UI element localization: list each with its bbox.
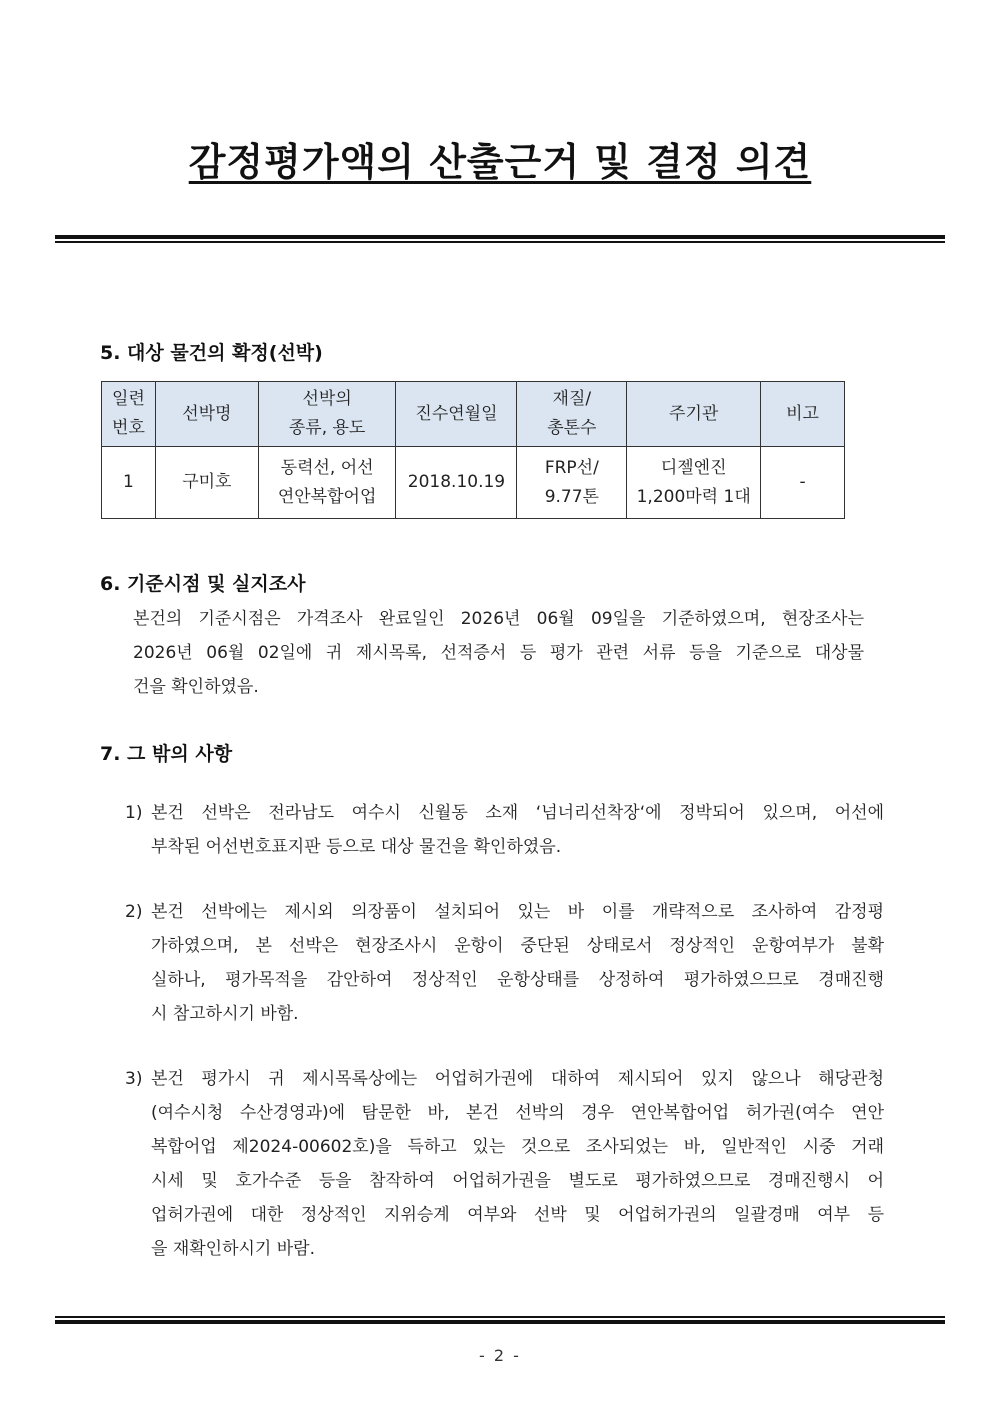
- top-double-rule: [55, 235, 945, 243]
- paragraph-line: 본건 선박은 전라남도 여수시 신월동 소재 ‘넘너리선착장‘에 정박되어 있으며, 어선에: [151, 803, 884, 823]
- ship-table: [101, 381, 845, 519]
- item-1-paragraph: [151, 796, 884, 864]
- section-7-heading: 7. 그 밖의 사항: [100, 743, 233, 765]
- paragraph-line: 부착된 어선번호표지판 등으로 대상 물건을 확인하였음.: [151, 837, 562, 857]
- page-title-text: 감정평가액의 산출근거 및 결정 의견: [188, 140, 812, 184]
- cell-launch-date: 2018.10.19: [396, 447, 517, 519]
- item-3-paragraph: [151, 1062, 884, 1266]
- header-ship-name: 선박명: [155, 382, 258, 447]
- paragraph-line: 실하나, 평가목적을 감안하여 정상적인 운항상태를 상정하여 평가하였으므로 경매진행: [151, 970, 884, 990]
- cell-serial-number: 1: [102, 447, 156, 519]
- paragraph-line: 본건 평가시 귀 제시목록상에는 어업허가권에 대하여 제시되어 있지 않으나 해당관청: [151, 1069, 884, 1089]
- cell-ship-type-use: 동력선, 어선 연안복합어업: [258, 447, 396, 519]
- paragraph-line: 업허가권에 대한 정상적인 지위승계 여부와 선박 및 어업허가권의 일괄경매 여부 등: [151, 1205, 884, 1225]
- page-title: [0, 135, 1000, 189]
- table-header-row: [102, 382, 845, 447]
- cell-ship-name: 구미호: [155, 447, 258, 519]
- cell-remarks: -: [761, 447, 845, 519]
- section-6-paragraph: [133, 602, 864, 704]
- header-remarks: 비고: [761, 382, 845, 447]
- paragraph-line: 시세 및 호가수준 등을 참작하여 어업허가권을 별도로 평가하였으므로 경매진행시 어: [151, 1171, 884, 1191]
- section-6-heading: 6. 기준시점 및 실지조사: [100, 573, 306, 595]
- item-3-number: 3): [125, 1069, 143, 1089]
- item-2-paragraph: [151, 895, 884, 1031]
- bottom-double-rule: [55, 1316, 945, 1324]
- item-2-number: 2): [125, 902, 143, 922]
- paragraph-line: 가하였으며, 본 선박은 현장조사시 운항이 중단된 상태로서 정상적인 운항여부가 불확: [151, 936, 884, 956]
- paragraph-line: 2026년 06월 02일에 귀 제시목록, 선적증서 등 평가 관련 서류 등을 기준으로 대상물: [133, 643, 864, 663]
- paragraph-line: (여수시청 수산경영과)에 탐문한 바, 본건 선박의 경우 연안복합어업 허가권(여수 연안: [151, 1103, 884, 1123]
- paragraph-line: 을 재확인하시기 바람.: [151, 1239, 316, 1259]
- paragraph-line: 건을 확인하였음.: [133, 677, 259, 697]
- header-main-engine: 주기관: [627, 382, 761, 447]
- paragraph-line: 본건 선박에는 제시외 의장품이 설치되어 있는 바 이를 개략적으로 조사하여 감정평: [151, 902, 884, 922]
- section-5-heading: 5. 대상 물건의 확정(선박): [100, 342, 323, 364]
- table-row: [102, 447, 845, 519]
- item-1-number: 1): [125, 803, 143, 823]
- cell-material-tonnage: FRP선/ 9.77톤: [517, 447, 627, 519]
- page-number: - 2 -: [479, 1346, 521, 1365]
- header-material-tonnage: 재질/ 총톤수: [517, 382, 627, 447]
- header-serial-number: 일련 번호: [102, 382, 156, 447]
- paragraph-line: 본건의 기준시점은 가격조사 완료일인 2026년 06월 09일을 기준하였으며, 현장조사는: [133, 609, 864, 629]
- header-launch-date: 진수연월일: [396, 382, 517, 447]
- paragraph-line: 복합어업 제2024-00602호)을 득하고 있는 것으로 조사되었는 바, 일반적인 시중 거래: [151, 1137, 884, 1157]
- header-ship-type-use: 선박의 종류, 용도: [258, 382, 396, 447]
- paragraph-line: 시 참고하시기 바함.: [151, 1004, 299, 1024]
- cell-main-engine: 디젤엔진 1,200마력 1대: [627, 447, 761, 519]
